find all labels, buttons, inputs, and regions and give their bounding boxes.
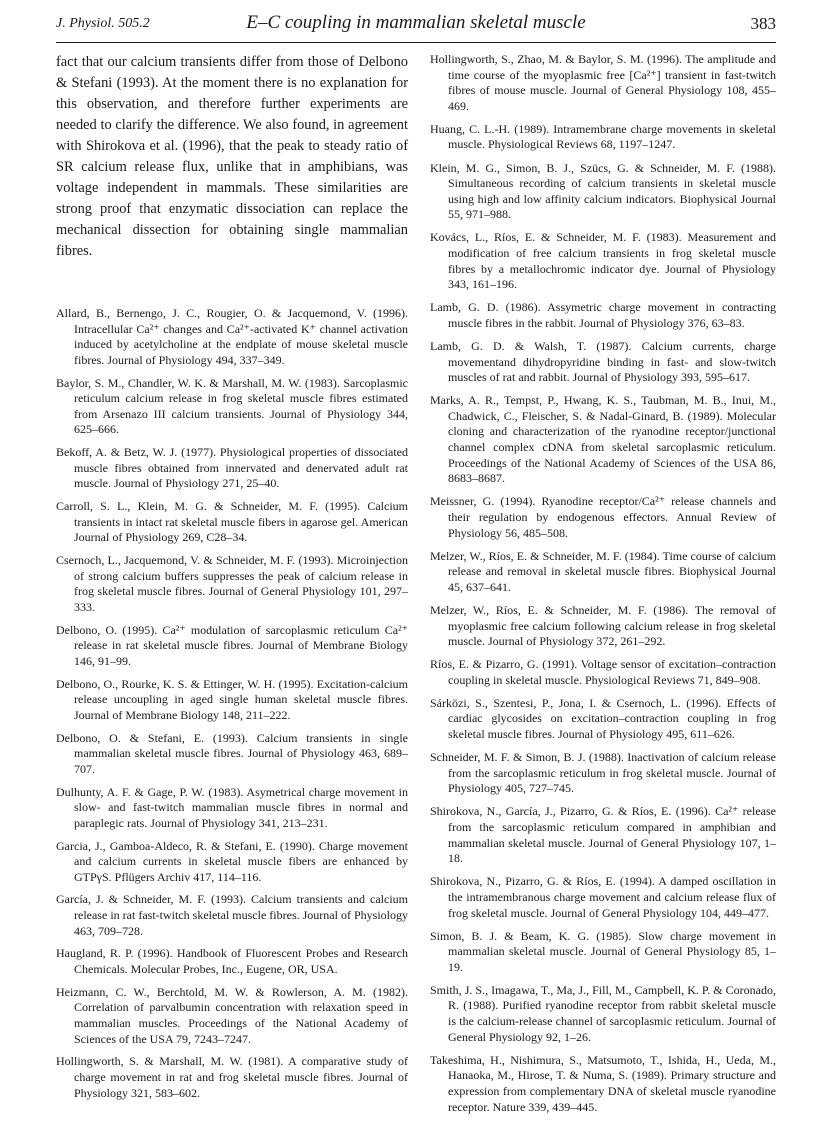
- reference-item: Carroll, S. L., Klein, M. G. & Schneider, M. F. (1995). Calcium transients in intact rat skeletal muscle fibers in agarose gel. American Journal of Physiology 269, C28–34.: [56, 499, 408, 545]
- reference-item: Marks, A. R., Tempst, P., Hwang, K. S., Taubman, M. B., Inui, M., Chadwick, C., Fleischer, S. & Nadal-Ginard, B. (1989). Molecular cloning and characterization of the ryanodine receptor/junctional channel complex cDNA from skeletal sarcoplasmic reticulum. Proceedings of the National Academy of Sciences of the USA 86, 8683–8687.: [430, 393, 776, 486]
- page-header: [56, 10, 776, 38]
- body-paragraph: fact that our calcium transients differ from those of Delbono & Stefani (1993). At the moment there is no explanation for this observation, and therefore further experiments are needed to clarify the difference. We also found, in agreement with Shirokova et al. (1996), that the peak to steady ratio of SR calcium release flux, unlike that in amphibians, was voltage independent in mammals. These similarities are strong proof that enzymatic dissociation can replace the mechanical dissection for obtaining single mammalian fibres.: [56, 54, 408, 259]
- reference-item: Takeshima, H., Nishimura, S., Matsumoto, T., Ishida, H., Ueda, M., Hanaoka, M., Hirose, T. & Numa, S. (1989). Primary structure and expression from complementary DNA of skeletal muscle ryanodine receptor. Nature 339, 439–445.: [430, 1052, 776, 1114]
- reference-item: Kovács, L., Ríos, E. & Schneider, M. F. (1983). Measurement and modification of free calcium transients in frog skeletal muscle fibres by a metallochromic indicator dye. Journal of Physiology 343, 161–196.: [430, 230, 776, 292]
- reference-item: Huang, C. L.-H. (1989). Intramembrane charge movements in skeletal muscle. Physiological Reviews 68, 1197–1247.: [430, 121, 776, 152]
- page-number: 383: [750, 14, 776, 33]
- reference-item: Shirokova, N., García, J., Pizarro, G. & Ríos, E. (1996). Ca²⁺ release from the sarcoplasmic reticulum compared in amphibian and mammalian skeletal muscle. Journal of General Physiology 107, 1–18.: [430, 804, 776, 866]
- reference-item: Smith, J. S., Imagawa, T., Ma, J., Fill, M., Campbell, K. P. & Coronado, R. (1988). Purified ryanodine receptor from rabbit skeletal muscle is the calcium-release channel of sarcoplasmic reticulum. Journal of General Physiology 92, 1–26.: [430, 982, 776, 1044]
- reference-list-right: [430, 52, 776, 1115]
- reference-item: Csernoch, L., Jacquemond, V. & Schneider, M. F. (1993). Microinjection of strong calcium buffers suppresses the peak of calcium release in frog skeletal muscle fibres. Journal of General Physiology 101, 297–333.: [56, 553, 408, 614]
- reference-item: Baylor, S. M., Chandler, W. K. & Marshall, M. W. (1983). Sarcoplasmic reticulum calcium release in frog skeletal muscle fibres estimated from Arsenazo III calcium transients. Journal of Physiology 344, 625–666.: [56, 375, 408, 437]
- reference-list-left: [56, 306, 408, 1101]
- reference-item: Bekoff, A. & Betz, W. J. (1977). Physiological properties of dissociated muscle fibres obtained from innervated and denervated adult rat muscle. Journal of Physiology 271, 25–40.: [56, 445, 408, 491]
- reference-item: Schneider, M. F. & Simon, B. J. (1988). Inactivation of calcium release from the sarcoplasmic reticulum in frog skeletal muscle. Journal of Physiology 405, 727–745.: [430, 750, 776, 796]
- reference-item: Delbono, O., Rourke, K. S. & Ettinger, W. H. (1995). Excitation-calcium release uncoupling in aged single human skeletal muscle fibres. Journal of Membrane Biology 148, 211–222.: [56, 676, 408, 722]
- reference-item: Haugland, R. P. (1996). Handbook of Fluorescent Probes and Research Chemicals. Molecular Probes, Inc., Eugene, OR, USA.: [56, 946, 408, 977]
- reference-item: Shirokova, N., Pizarro, G. & Ríos, E. (1994). A damped oscillation in the intramembranous charge movement and calcium release flux of frog skeletal muscle. Journal of General Physiology 104, 449–477.: [430, 874, 776, 920]
- reference-item: Melzer, W., Ríos, E. & Schneider, M. F. (1986). The removal of myoplasmic free calcium following calcium release in frog skeletal muscle. Journal of Physiology 372, 261–292.: [430, 602, 776, 649]
- right-column: [430, 52, 776, 1123]
- journal-citation: J. Physiol. 505.2: [56, 16, 150, 31]
- reference-item: Delbono, O. & Stefani, E. (1993). Calcium transients in single mammalian skeletal muscle fibres. Journal of Physiology 463, 689–707.: [56, 730, 408, 776]
- reference-item: Lamb, G. D. (1986). Assymetric charge movement in contracting muscle fibres in the rabbit. Journal of Physiology 376, 63–83.: [430, 300, 776, 330]
- reference-item: Hollingworth, S. & Marshall, M. W. (1981). A comparative study of charge movement in rat and frog skeletal muscle fibres. Journal of Physiology 321, 583–602.: [56, 1054, 408, 1100]
- reference-item: Klein, M. G., Simon, B. J., Szücs, G. & Schneider, M. F. (1988). Simultaneous recording of calcium transients in skeletal muscle using high and low affinity calcium indicators. Biophysical Journal 55, 971–988.: [430, 160, 776, 222]
- reference-item: Heizmann, C. W., Berchtold, M. W. & Rowlerson, A. M. (1982). Correlation of parvalbumin concentration with relaxation speed in mammalian muscles. Proceedings of the National Academy of Sciences of the USA 79, 7243–7247.: [56, 984, 408, 1046]
- reference-item: Sárközi, S., Szentesi, P., Jona, I. & Csernoch, L. (1996). Effects of cardiac glycosides on excitation–contraction coupling in frog skeletal muscle fibres. Journal of Physiology 495, 611–626.: [430, 695, 776, 742]
- reference-item: Lamb, G. D. & Walsh, T. (1987). Calcium currents, charge movementand dihydropyridine binding in fast- and slow-twitch muscles of rat and rabbit. Journal of Physiology 393, 595–617.: [430, 339, 776, 385]
- reference-item: Ríos, E. & Pizarro, G. (1991). Voltage sensor of excitation–contraction coupling in skeletal muscle. Physiological Reviews 71, 849–908.: [430, 657, 776, 687]
- running-title: E–C coupling in mammalian skeletal muscle: [246, 12, 586, 33]
- reference-item: Dulhunty, A. F. & Gage, P. W. (1983). Asymetrical charge movement in slow- and fast-twitch mammalian muscle fibres in normal and paraplegic rats. Journal of Physiology 341, 213–231.: [56, 784, 408, 830]
- reference-item: Meissner, G. (1994). Ryanodine receptor/Ca²⁺ release channels and their regulation by endogenous effectors. Annual Review of Physiology 56, 485–508.: [430, 494, 776, 540]
- reference-item: Melzer, W., Ríos, E. & Schneider, M. F. (1984). Time course of calcium release and removal in skeletal muscle fibres. Biophysical Journal 45, 637–641.: [430, 548, 776, 594]
- left-column: [56, 52, 408, 1108]
- reference-item: Garcia, J., Gamboa-Aldeco, R. & Stefani, E. (1990). Charge movement and calcium currents in skeletal muscle fibers are enhanced by GTPγS. Pflügers Archiv 417, 114–116.: [56, 838, 408, 884]
- reference-item: Hollingworth, S., Zhao, M. & Baylor, S. M. (1996). The amplitude and time course of the myoplasmic free [Ca²⁺] transient in fast-twitch fibres of mouse muscle. Journal of General Physiology 108, 455–469.: [430, 52, 776, 113]
- reference-item: Simon, B. J. & Beam, K. G. (1985). Slow charge movement in mammalian skeletal muscle. Journal of General Physiology 85, 1–19.: [430, 928, 776, 974]
- reference-item: Allard, B., Bernengo, J. C., Rougier, O. & Jacquemond, V. (1996). Intracellular Ca²⁺ changes and Ca²⁺-activated K⁺ channel activation induced by acetylcholine at the endplate of mouse skeletal muscle fibres. Journal of Physiology 494, 337–349.: [56, 306, 408, 367]
- reference-item: García, J. & Schneider, M. F. (1993). Calcium transients and calcium release in rat fast-twitch skeletal muscle fibres. Journal of Physiology 463, 709–728.: [56, 892, 408, 938]
- header-rule: [56, 42, 776, 43]
- reference-item: Delbono, O. (1995). Ca²⁺ modulation of sarcoplasmic reticulum Ca²⁺ release in rat skeletal muscle fibres. Journal of Membrane Biology 146, 91–99.: [56, 622, 408, 668]
